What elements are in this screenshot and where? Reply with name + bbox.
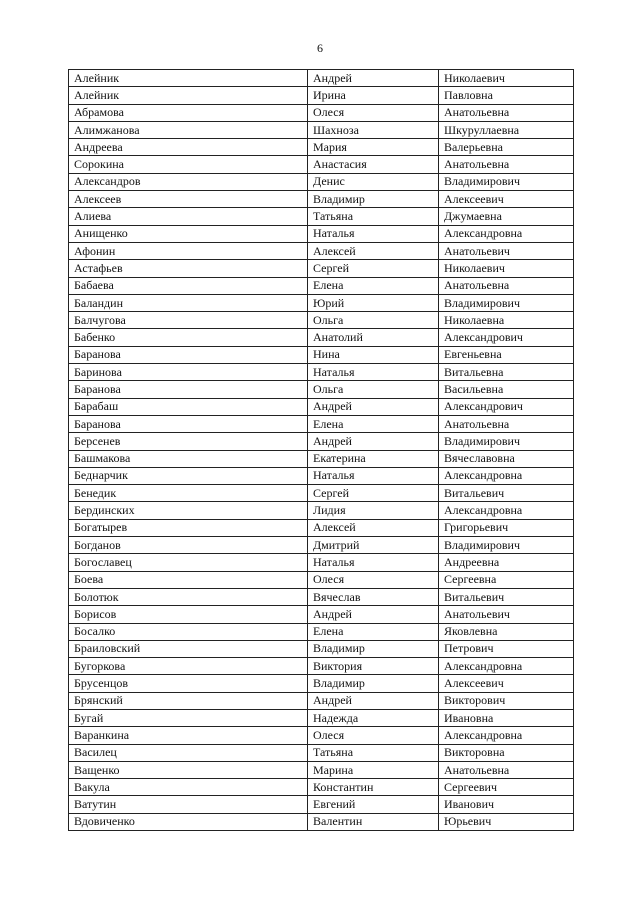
last-name-cell: Бабаева	[69, 277, 308, 294]
first-name-cell: Шахноза	[308, 121, 439, 138]
last-name-cell: Балчугова	[69, 312, 308, 329]
last-name-cell: Брусенцов	[69, 675, 308, 692]
last-name-cell: Ватутин	[69, 796, 308, 813]
first-name-cell: Татьяна	[308, 744, 439, 761]
patronymic-cell: Андреевна	[439, 554, 574, 571]
first-name-cell: Денис	[308, 173, 439, 190]
table-row	[69, 294, 574, 311]
patronymic-cell: Владимирович	[439, 173, 574, 190]
last-name-cell: Бенедик	[69, 485, 308, 502]
patronymic-cell: Анатольевна	[439, 156, 574, 173]
table-row	[69, 415, 574, 432]
first-name-cell: Сергей	[308, 485, 439, 502]
patronymic-cell: Алексеевич	[439, 675, 574, 692]
patronymic-cell: Николаевич	[439, 70, 574, 87]
names-table-body	[69, 70, 574, 831]
last-name-cell: Алексеев	[69, 191, 308, 208]
first-name-cell: Андрей	[308, 398, 439, 415]
patronymic-cell: Александрович	[439, 398, 574, 415]
table-row	[69, 519, 574, 536]
first-name-cell: Владимир	[308, 675, 439, 692]
first-name-cell: Сергей	[308, 260, 439, 277]
table-row	[69, 208, 574, 225]
patronymic-cell: Ивановна	[439, 709, 574, 726]
last-name-cell: Бугай	[69, 709, 308, 726]
first-name-cell: Анатолий	[308, 329, 439, 346]
table-row	[69, 761, 574, 778]
last-name-cell: Ващенко	[69, 761, 308, 778]
first-name-cell: Дмитрий	[308, 537, 439, 554]
last-name-cell: Астафьев	[69, 260, 308, 277]
first-name-cell: Вячеслав	[308, 588, 439, 605]
last-name-cell: Брянский	[69, 692, 308, 709]
table-row	[69, 537, 574, 554]
table-row	[69, 433, 574, 450]
patronymic-cell: Николаевна	[439, 312, 574, 329]
last-name-cell: Баранова	[69, 346, 308, 363]
patronymic-cell: Владимирович	[439, 537, 574, 554]
first-name-cell: Константин	[308, 779, 439, 796]
last-name-cell: Борисов	[69, 606, 308, 623]
first-name-cell: Наталья	[308, 467, 439, 484]
patronymic-cell: Евгеньевна	[439, 346, 574, 363]
patronymic-cell: Петрович	[439, 640, 574, 657]
patronymic-cell: Сергеевич	[439, 779, 574, 796]
last-name-cell: Абрамова	[69, 104, 308, 121]
table-row	[69, 104, 574, 121]
last-name-cell: Башмакова	[69, 450, 308, 467]
last-name-cell: Босалко	[69, 623, 308, 640]
first-name-cell: Наталья	[308, 364, 439, 381]
patronymic-cell: Викторович	[439, 692, 574, 709]
table-row	[69, 277, 574, 294]
table-row	[69, 813, 574, 830]
table-row	[69, 502, 574, 519]
table-row	[69, 121, 574, 138]
first-name-cell: Надежда	[308, 709, 439, 726]
table-row	[69, 242, 574, 259]
last-name-cell: Бугоркова	[69, 658, 308, 675]
patronymic-cell: Вячеславовна	[439, 450, 574, 467]
table-row	[69, 312, 574, 329]
patronymic-cell: Александрович	[439, 329, 574, 346]
first-name-cell: Мария	[308, 139, 439, 156]
first-name-cell: Наталья	[308, 554, 439, 571]
patronymic-cell: Юрьевич	[439, 813, 574, 830]
last-name-cell: Бабенко	[69, 329, 308, 346]
first-name-cell: Ирина	[308, 87, 439, 104]
last-name-cell: Беднарчик	[69, 467, 308, 484]
last-name-cell: Алимжанова	[69, 121, 308, 138]
table-row	[69, 640, 574, 657]
patronymic-cell: Валерьевна	[439, 139, 574, 156]
first-name-cell: Олеся	[308, 571, 439, 588]
last-name-cell: Варанкина	[69, 727, 308, 744]
first-name-cell: Андрей	[308, 433, 439, 450]
first-name-cell: Нина	[308, 346, 439, 363]
last-name-cell: Барабаш	[69, 398, 308, 415]
first-name-cell: Виктория	[308, 658, 439, 675]
patronymic-cell: Анатольевна	[439, 104, 574, 121]
last-name-cell: Бердинских	[69, 502, 308, 519]
last-name-cell: Богославец	[69, 554, 308, 571]
patronymic-cell: Анатольевич	[439, 606, 574, 623]
table-row	[69, 156, 574, 173]
patronymic-cell: Викторовна	[439, 744, 574, 761]
table-row	[69, 191, 574, 208]
table-row	[69, 139, 574, 156]
last-name-cell: Алейник	[69, 87, 308, 104]
first-name-cell: Олеся	[308, 727, 439, 744]
table-row	[69, 675, 574, 692]
last-name-cell: Баринова	[69, 364, 308, 381]
patronymic-cell: Александровна	[439, 225, 574, 242]
first-name-cell: Анастасия	[308, 156, 439, 173]
first-name-cell: Татьяна	[308, 208, 439, 225]
table-row	[69, 727, 574, 744]
table-row	[69, 588, 574, 605]
patronymic-cell: Шкуруллаевна	[439, 121, 574, 138]
first-name-cell: Марина	[308, 761, 439, 778]
last-name-cell: Берсенев	[69, 433, 308, 450]
last-name-cell: Афонин	[69, 242, 308, 259]
patronymic-cell: Сергеевна	[439, 571, 574, 588]
patronymic-cell: Александровна	[439, 502, 574, 519]
last-name-cell: Алиева	[69, 208, 308, 225]
last-name-cell: Баранова	[69, 381, 308, 398]
patronymic-cell: Александровна	[439, 658, 574, 675]
patronymic-cell: Анатольевна	[439, 761, 574, 778]
patronymic-cell: Владимирович	[439, 433, 574, 450]
table-row	[69, 87, 574, 104]
last-name-cell: Баранова	[69, 415, 308, 432]
table-row	[69, 571, 574, 588]
patronymic-cell: Васильевна	[439, 381, 574, 398]
first-name-cell: Андрей	[308, 70, 439, 87]
last-name-cell: Вдовиченко	[69, 813, 308, 830]
patronymic-cell: Яковлевна	[439, 623, 574, 640]
first-name-cell: Елена	[308, 623, 439, 640]
patronymic-cell: Николаевич	[439, 260, 574, 277]
patronymic-cell: Витальевич	[439, 485, 574, 502]
table-row	[69, 173, 574, 190]
patronymic-cell: Анатольевна	[439, 415, 574, 432]
patronymic-cell: Анатольевна	[439, 277, 574, 294]
first-name-cell: Евгений	[308, 796, 439, 813]
first-name-cell: Екатерина	[308, 450, 439, 467]
first-name-cell: Валентин	[308, 813, 439, 830]
patronymic-cell: Алексеевич	[439, 191, 574, 208]
patronymic-cell: Александровна	[439, 727, 574, 744]
page-number: 6	[317, 41, 323, 55]
first-name-cell: Юрий	[308, 294, 439, 311]
table-row	[69, 779, 574, 796]
first-name-cell: Олеся	[308, 104, 439, 121]
last-name-cell: Андреева	[69, 139, 308, 156]
last-name-cell: Богданов	[69, 537, 308, 554]
first-name-cell: Ольга	[308, 381, 439, 398]
patronymic-cell: Александровна	[439, 467, 574, 484]
table-row	[69, 398, 574, 415]
table-row	[69, 329, 574, 346]
table-row	[69, 692, 574, 709]
last-name-cell: Александров	[69, 173, 308, 190]
first-name-cell: Владимир	[308, 191, 439, 208]
last-name-cell: Баландин	[69, 294, 308, 311]
last-name-cell: Болотюк	[69, 588, 308, 605]
table-row	[69, 467, 574, 484]
last-name-cell: Анищенко	[69, 225, 308, 242]
table-row	[69, 381, 574, 398]
patronymic-cell: Витальевна	[439, 364, 574, 381]
table-row	[69, 260, 574, 277]
table-row	[69, 554, 574, 571]
first-name-cell: Ольга	[308, 312, 439, 329]
table-row	[69, 225, 574, 242]
table-row	[69, 70, 574, 87]
patronymic-cell: Анатольевич	[439, 242, 574, 259]
table-row	[69, 623, 574, 640]
first-name-cell: Елена	[308, 415, 439, 432]
patronymic-cell: Витальевич	[439, 588, 574, 605]
first-name-cell: Андрей	[308, 692, 439, 709]
table-row	[69, 796, 574, 813]
table-row	[69, 709, 574, 726]
table-row	[69, 658, 574, 675]
first-name-cell: Алексей	[308, 242, 439, 259]
last-name-cell: Браиловский	[69, 640, 308, 657]
table-row	[69, 364, 574, 381]
last-name-cell: Сорокина	[69, 156, 308, 173]
first-name-cell: Алексей	[308, 519, 439, 536]
last-name-cell: Вакула	[69, 779, 308, 796]
last-name-cell: Василец	[69, 744, 308, 761]
patronymic-cell: Владимирович	[439, 294, 574, 311]
patronymic-cell: Джумаевна	[439, 208, 574, 225]
last-name-cell: Алейник	[69, 70, 308, 87]
table-row	[69, 450, 574, 467]
first-name-cell: Наталья	[308, 225, 439, 242]
last-name-cell: Богатырев	[69, 519, 308, 536]
table-row	[69, 346, 574, 363]
patronymic-cell: Иванович	[439, 796, 574, 813]
patronymic-cell: Григорьевич	[439, 519, 574, 536]
table-row	[69, 744, 574, 761]
table-row	[69, 485, 574, 502]
patronymic-cell: Павловна	[439, 87, 574, 104]
first-name-cell: Елена	[308, 277, 439, 294]
table-row	[69, 606, 574, 623]
first-name-cell: Владимир	[308, 640, 439, 657]
last-name-cell: Боева	[69, 571, 308, 588]
names-table	[68, 69, 574, 831]
first-name-cell: Лидия	[308, 502, 439, 519]
first-name-cell: Андрей	[308, 606, 439, 623]
